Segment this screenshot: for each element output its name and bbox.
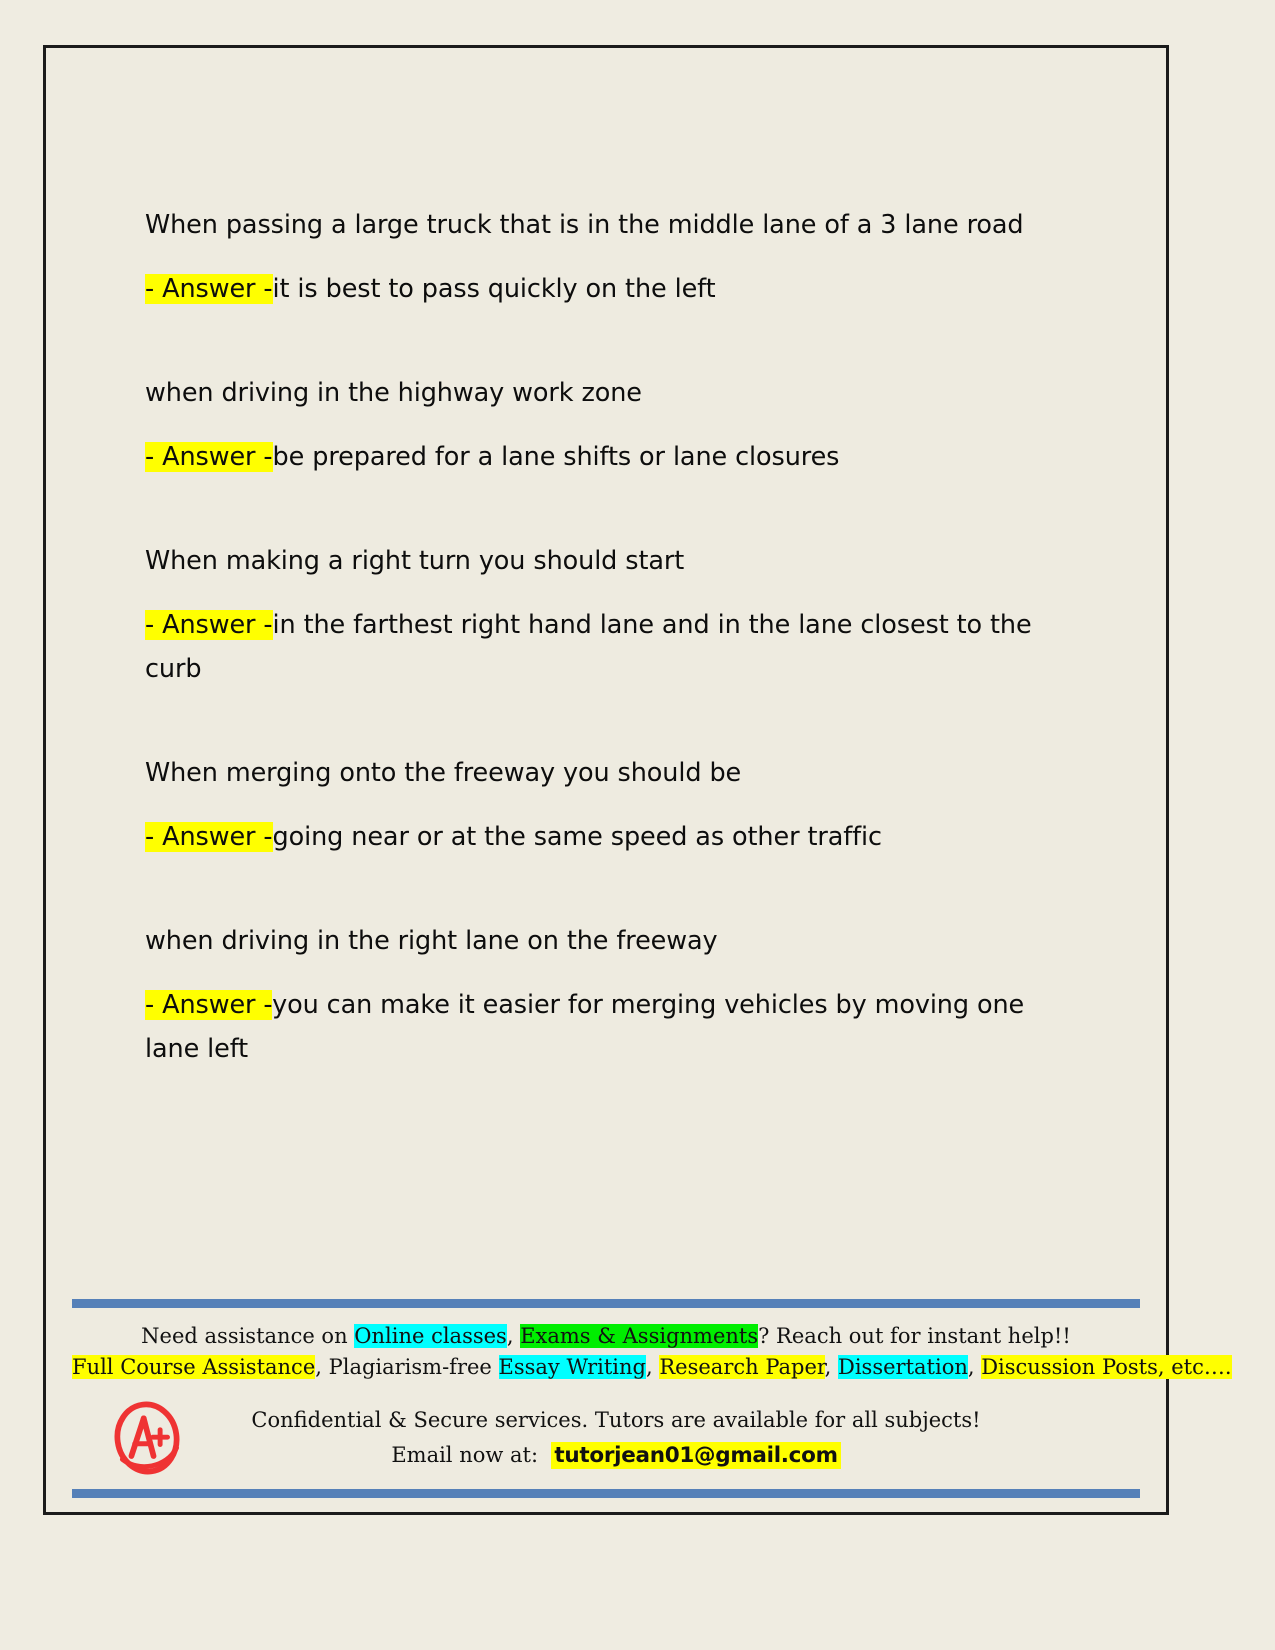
footer-bottom-row [72,1397,1140,1479]
answer-line [145,603,1065,691]
promo2-text-part-3: , [824,1355,838,1379]
email-label: Email now at: [391,1442,539,1467]
answer-marker: - Answer - [145,610,273,640]
email-line [212,1438,1020,1473]
answer-marker: - Answer - [145,274,273,304]
qa-block [145,919,1065,1071]
question-text: When making a right turn you should start [145,546,685,576]
promo2-text-part-1: , Plagiarism-free [315,1355,499,1379]
a-plus-grade-icon [106,1397,188,1479]
promo-text-part-1: Need assistance on [141,1324,355,1348]
email-address[interactable]: tutorjean01@gmail.com [551,1442,840,1469]
question-text: when driving in the right lane on the freeway [145,926,718,956]
logo-wrap [82,1397,212,1479]
answer-text: in the farthest right hand lane and in the lane closest to the curb [145,610,1040,684]
confidential-text: Confidential & Secure services. Tutors are available for all subjects! [251,1407,981,1432]
qa-block [145,203,1065,311]
footer-divider-top [72,1299,1140,1308]
footer-promo-line-2 [72,1351,1232,1383]
answer-line [145,815,1065,859]
promo2-text-part-2: , [646,1355,660,1379]
footer-promo-line-1 [72,1321,1140,1351]
promo-text-part-2: , [506,1324,521,1348]
answer-text: it is best to pass quickly on the left [272,274,716,304]
answer-line [145,435,1065,479]
answer-text: be prepared for a lane shifts or lane closures [272,442,840,472]
document-page [43,45,1232,1515]
qa-content [145,203,1065,1071]
answer-text: you can make it easier for merging vehicles by moving one lane left [145,990,1033,1064]
promo-online-classes: Online classes [354,1324,507,1348]
answer-marker: - Answer - [145,442,273,472]
answer-line [145,267,1065,311]
promo-full-course-assistance: Full Course Assistance [72,1355,316,1379]
question-text: when driving in the highway work zone [145,378,642,408]
footer-divider-bottom [72,1489,1140,1498]
answer-line [145,983,1065,1071]
footer-contact [212,1404,1140,1473]
promo-dissertation: Dissertation [838,1355,968,1379]
promo2-text-part-4: , [967,1355,982,1379]
answer-text: going near or at the same speed as other traffic [272,822,882,852]
qa-block [145,751,1065,859]
question-text: When merging onto the freeway you should be [145,758,742,788]
footer [72,1299,1232,1498]
promo-exams-assignments: Exams & Assignments [520,1324,759,1348]
promo-discussion-posts: Discussion Posts, etc…. [981,1355,1232,1379]
promo-research-paper: Research Paper [659,1355,825,1379]
qa-block [145,539,1065,691]
answer-marker: - Answer - [145,822,273,852]
answer-marker: - Answer - [145,990,273,1020]
question-text: When passing a large truck that is in the middle lane of a 3 lane road [145,210,1024,240]
promo-essay-writing: Essay Writing [498,1355,646,1379]
promo-text-part-3: ? Reach out for instant help!! [758,1324,1071,1348]
qa-block [145,371,1065,479]
